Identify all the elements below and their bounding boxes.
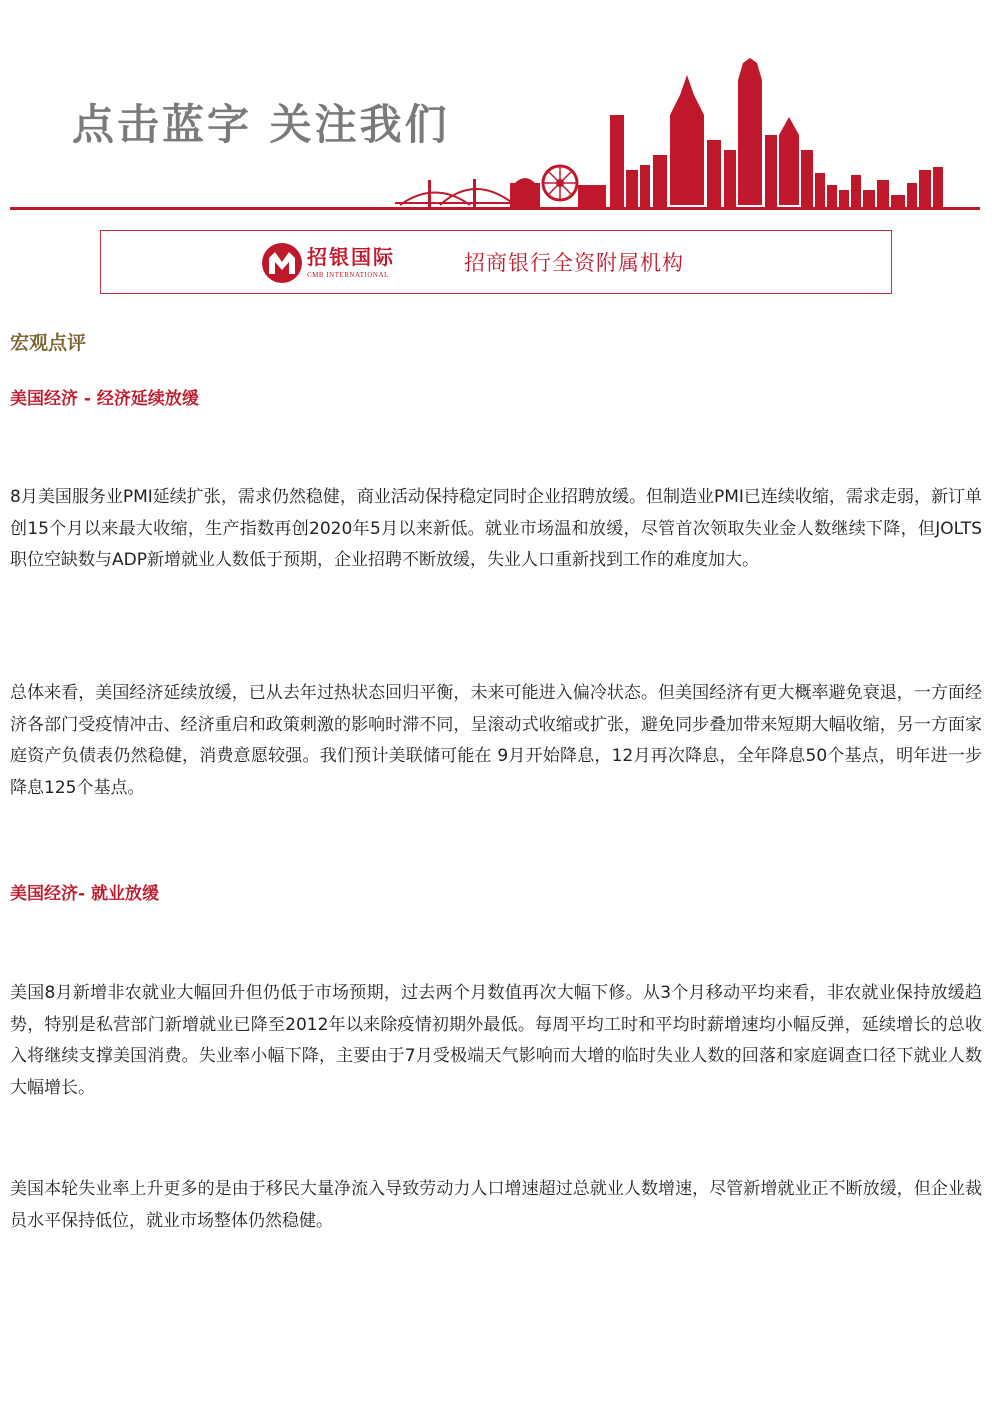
header-banner — [0, 0, 992, 225]
paragraph: 美国8月新增非农就业大幅回升但仍低于市场预期，过去两个月数值再次大幅下修。从3个月移动平均来看，非农就业保持放缓趋势，特别是私营部门新增就业已降至2012年以来除疫情初期外最低。每周平均工时和平均时薪增速均小幅反弹，延续增长的总收入将继续支撑美国消费。失业率小幅下降，主要由于7月受极端天气影响而大增的临时失业人数的回落和家庭调查口径下就业人数大幅增长。 — [10, 983, 982, 1098]
paragraph: 总体来看，美国经济延续放缓，已从去年过热状态回归平衡，未来可能进入偏冷状态。但美国经济有更大概率避免衰退，一方面经济各部门受疫情冲击、经济重启和政策刺激的影响时滞不同，呈滚动式收缩或扩张，避免同步叠加带来短期大幅收缩，另一方面家庭资产负债表仍然稳健，消费意愿较强。我们预计美联储可能在 9月开始降息，12月再次降息，全年降息50个基点，明年进一步降息125个基点。 — [10, 683, 982, 798]
brand-tagline: 招商银行全资附属机构 — [464, 251, 684, 275]
paragraph: 美国本轮失业率上升更多的是由于移民大量净流入导致劳动力人口增速超过总就业人数增速，尽管新增就业正不断放缓，但企业裁员水平保持低位，就业市场整体仍然稳健。 — [10, 1179, 982, 1231]
follow-us-title[interactable]: 点击蓝字 关注我们 — [72, 100, 450, 149]
brand-name-en: CMB INTERNATIONAL — [307, 271, 389, 279]
section-category: 宏观点评 — [10, 332, 87, 354]
cmbi-logo-banner — [100, 230, 892, 294]
city-skyline-illustration — [395, 55, 980, 210]
brand-name-cn: 招银国际 — [307, 245, 395, 269]
section-heading: 美国经济- 就业放缓 — [10, 884, 159, 904]
paragraph: 8月美国服务业PMI延续扩张，需求仍然稳健，商业活动保持稳定同时企业招聘放缓。但制造业PMI已连续收缩，需求走弱，新订单创15个月以来最大收缩，生产指数再创2020年5月以来新低。就业市场温和放缓，尽管首次领取失业金人数继续下降，但JOLTS职位空缺数与ADP新增就业人数低于预期，企业招聘不断放缓，失业人口重新找到工作的难度加大。 — [10, 487, 982, 570]
header-divider — [10, 207, 980, 210]
cmbi-logo-icon — [261, 242, 303, 284]
section-heading: 美国经济 - 经济延续放缓 — [10, 389, 199, 409]
